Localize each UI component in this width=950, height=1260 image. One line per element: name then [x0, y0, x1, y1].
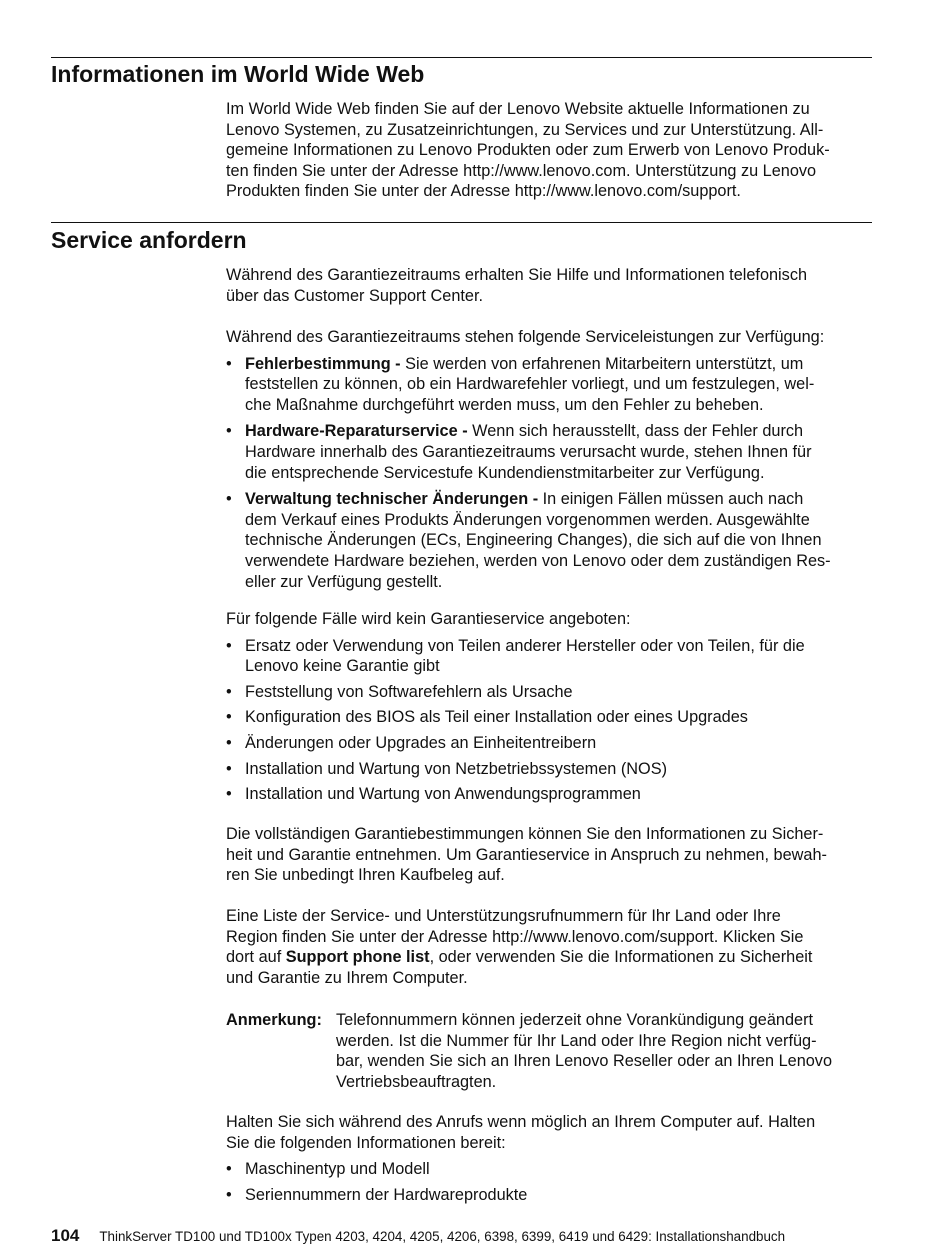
note-label: Anmerkung:: [226, 1011, 322, 1029]
text-line: werden. Ist die Nummer für Ihr Land oder Ihre Region nicht verfüg-: [336, 1031, 817, 1050]
text-line: Produkten finden Sie unter der Adresse http://www.lenovo.com/support.: [226, 182, 741, 201]
paragraph-phone-list: [226, 906, 872, 988]
text-line: Region finden Sie unter der Adresse http://www.lenovo.com/support. Klicken Sie: [226, 927, 804, 946]
section-divider: [51, 222, 872, 223]
text-line: Sie die folgenden Informationen bereit:: [226, 1133, 506, 1152]
list-item: [226, 421, 872, 483]
footer-text: ThinkServer TD100 und TD100x Typen 4203, 4204, 4205, 4206, 6398, 6399, 6419 und 6429: Installationshandbuch: [99, 1229, 786, 1244]
text-line: gemeine Informationen zu Lenovo Produkten oder zum Erwerb von Lenovo Produk-: [226, 141, 830, 160]
call-section: [226, 1112, 872, 1205]
text-line: heit und Garantie entnehmen. Um Garantieservice in Anspruch zu nehmen, bewah-: [226, 845, 827, 864]
paragraph-intro: [226, 265, 872, 306]
text-line: che Maßnahme durchgeführt werden muss, um den Fehler zu beheben.: [245, 395, 764, 414]
heading-world-wide-web: Informationen im World Wide Web: [51, 61, 425, 87]
paragraph-world-wide-web: [226, 99, 872, 202]
list-term: Hardware-Reparaturservice -: [245, 422, 468, 441]
text-line: und Garantie zu Ihrem Computer.: [226, 968, 468, 987]
text-line: ten finden Sie unter der Adresse http://www.lenovo.com. Unterstützung zu Lenovo: [226, 161, 817, 180]
text-line: Lenovo keine Garantie gibt: [245, 657, 440, 676]
list-item: • Seriennummern der Hardwareprodukte: [226, 1185, 872, 1206]
text-line: dem Verkauf eines Produkts Änderungen vorgenommen werden. Ausgewählte: [245, 510, 810, 529]
paragraph-warranty-terms: [226, 824, 872, 886]
text-line: technische Änderungen (ECs, Engineering Changes), die sich auf die von Ihnen: [245, 531, 822, 550]
list-item: [226, 489, 872, 592]
page-footer: [51, 1226, 881, 1247]
text-line: Sie werden von erfahrenen Mitarbeitern unterstützt, um: [400, 354, 804, 373]
text-line: eller zur Verfügung gestellt.: [245, 572, 443, 591]
note-block: [226, 1010, 872, 1092]
exclusions-section: [226, 609, 872, 805]
list-item: • Änderungen oder Upgrades an Einheitentreibern: [226, 733, 872, 754]
text-line: Vertriebsbeauftragten.: [336, 1072, 497, 1091]
text-line: feststellen zu können, ob ein Hardwarefehler vorliegt, und um festzulegen, wel-: [245, 375, 815, 394]
text-line: Halten Sie sich während des Anrufs wenn möglich an Ihrem Computer auf. Halten: [226, 1113, 816, 1131]
text-line: Die vollständigen Garantiebestimmungen können Sie den Informationen zu Sicher-: [226, 825, 824, 843]
text-line: die entsprechende Servicestufe Kundendienstmitarbeiter zur Verfügung.: [245, 463, 765, 482]
text-line: Ersatz oder Verwendung von Teilen anderer Hersteller oder von Teilen, für die: [245, 636, 805, 655]
page-number: 104: [51, 1226, 80, 1245]
heading-service-anfordern: Service anfordern: [51, 227, 247, 253]
text-line: bar, wenden Sie sich an Ihren Lenovo Reseller oder an Ihren Lenovo: [336, 1052, 833, 1071]
services-list: [226, 354, 872, 593]
support-phone-list-term: Support phone list: [285, 948, 430, 967]
list-item: • Konfiguration des BIOS als Teil einer Installation oder eines Upgrades: [226, 707, 872, 728]
text-line: ren Sie unbedingt Ihren Kaufbeleg auf.: [226, 866, 505, 885]
list-item: • Maschinentyp und Modell: [226, 1159, 872, 1180]
text-line: In einigen Fällen müssen auch nach: [538, 490, 804, 509]
text-line: dort auf: [226, 948, 286, 967]
section-divider: [51, 57, 872, 58]
text-line: Lenovo Systemen, zu Zusatzeinrichtungen, zu Services und zur Unterstützung. All-: [226, 120, 824, 139]
list-item: • Feststellung von Softwarefehlern als Ursache: [226, 682, 872, 703]
text-line: Hardware innerhalb des Garantiezeitraums verursacht wurde, stehen Ihnen für: [245, 442, 812, 461]
text-line: Im World Wide Web finden Sie auf der Lenovo Website aktuelle Informationen zu: [226, 100, 810, 118]
services-intro: Während des Garantiezeitraums stehen folgende Serviceleistungen zur Verfügung:: [226, 328, 825, 346]
list-item: • Installation und Wartung von Netzbetriebssystemen (NOS): [226, 759, 872, 780]
exclusions-list: [226, 636, 872, 805]
list-term: Fehlerbestimmung -: [245, 354, 401, 373]
text-line: , oder verwenden Sie die Informationen zu Sicherheit: [429, 948, 813, 967]
list-term: Verwaltung technischer Änderungen -: [245, 490, 539, 509]
list-item: [226, 354, 872, 416]
text-line: über das Customer Support Center.: [226, 286, 484, 305]
text-line: Wenn sich herausstellt, dass der Fehler durch: [467, 422, 804, 441]
text-line: Eine Liste der Service- und Unterstützungsrufnummern für Ihr Land oder Ihre: [226, 907, 781, 925]
services-section: [226, 327, 872, 592]
list-item: • Installation und Wartung von Anwendungsprogrammen: [226, 784, 872, 805]
exclusions-intro: Für folgende Fälle wird kein Garantieservice angeboten:: [226, 610, 631, 628]
list-item: [226, 636, 872, 677]
note-text: [336, 1010, 872, 1092]
text-line: Während des Garantiezeitraums erhalten Sie Hilfe und Informationen telefonisch: [226, 266, 808, 284]
call-info-list: [226, 1159, 872, 1205]
text-line: Telefonnummern können jederzeit ohne Vorankündigung geändert: [336, 1011, 814, 1029]
text-line: verwendete Hardware beziehen, werden von Lenovo oder dem zuständigen Res-: [245, 551, 831, 570]
